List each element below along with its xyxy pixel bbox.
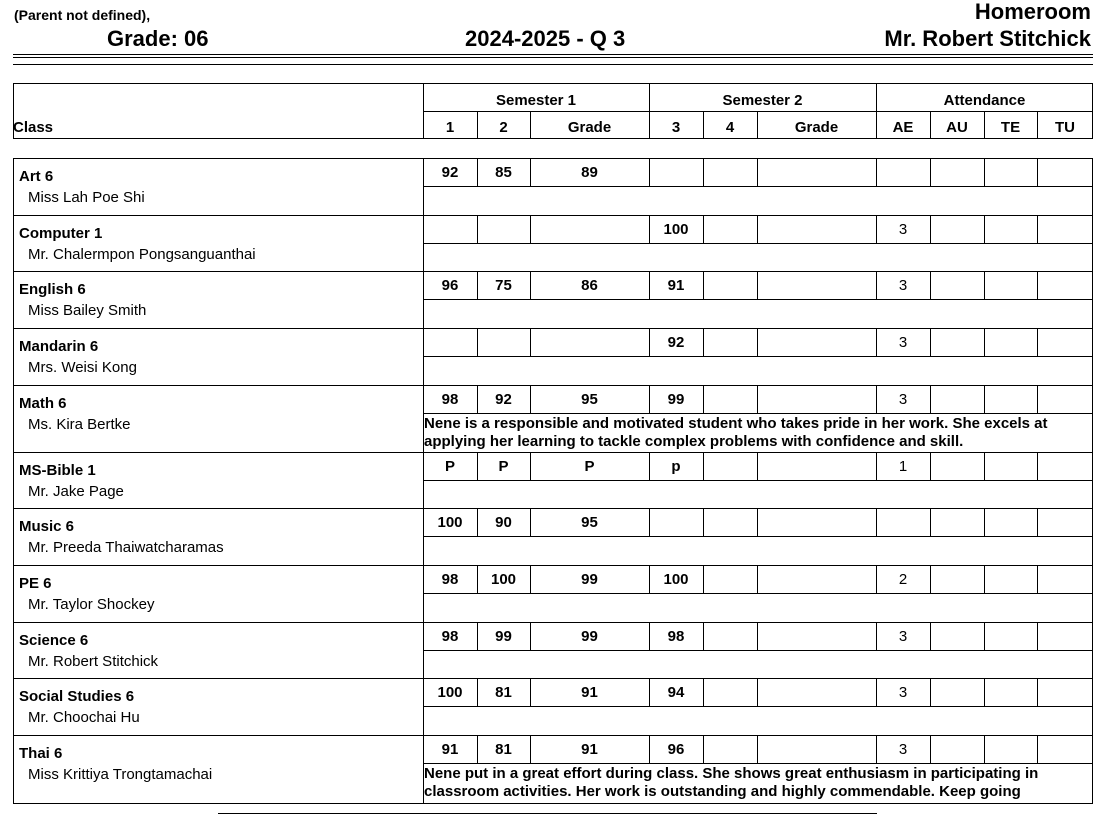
class-name: Science 6 [19,632,89,649]
grade-cell: P [444,458,455,475]
class-name: Music 6 [19,518,75,535]
class-name: Mandarin 6 [19,338,99,355]
grade-cell: 89 [581,164,598,181]
teacher-comment: Nene is a responsible and motivated student who takes pride in her work. She excels at applying her learning to tackle complex problems with confidence and skill. [424,415,1048,450]
grade-cell: 1 [898,458,908,475]
class-teacher: Mr. Choochai Hu [28,709,140,726]
grade-cell: 91 [581,741,598,758]
grade-cell: 96 [441,277,459,294]
grade-cell: 91 [581,684,598,701]
grade-cell: 3 [898,334,908,351]
grade-cell: 3 [898,684,908,701]
class-teacher: Miss Krittiya Trongtamachai [28,766,213,783]
grade-cell: 98 [441,571,459,588]
grade-cell: 100 [437,684,463,701]
column-header: 2 [499,119,508,136]
grades-table [13,0,1093,814]
grade-cell: 81 [495,741,512,758]
homeroom-teacher: Mr. Robert Stitchick [884,26,1091,51]
class-teacher: Ms. Kira Bertke [28,416,131,433]
grade-cell: 98 [441,628,459,645]
grade-cell: 99 [667,391,685,408]
grade-cell: 3 [898,628,908,645]
teacher-comment: Nene put in a great effort during class. She shows great enthusiasm in participating in classroom activities. Her work is outstanding and highly commendable. Keep going [424,765,1039,800]
grade-cell: 85 [495,164,512,181]
grade-cell: 94 [667,684,685,701]
column-header: AU [946,119,968,136]
class-teacher: Miss Lah Poe Shi [28,189,145,206]
grade-cell: 86 [581,277,598,294]
grade-cell: 91 [667,277,685,294]
grade-cell: 99 [581,628,598,645]
class-teacher: Mr. Robert Stitchick [28,653,159,670]
homeroom-label: Homeroom [974,0,1091,24]
column-header: 1 [445,119,455,136]
semester1-header: Semester 1 [495,92,577,109]
column-header: AE [892,119,914,136]
column-header: 4 [725,119,735,136]
grade-cell: 3 [898,391,908,408]
grade-cell: 99 [581,571,598,588]
parent-name: (Parent not defined), [14,7,151,23]
class-teacher: Mr. Preeda Thaiwatcharamas [28,539,224,556]
grade-cell: 3 [898,221,908,238]
column-header: Grade [567,119,612,136]
class-name: MS-Bible 1 [19,462,96,479]
grade-cell: 100 [437,514,463,531]
grade-cell: 95 [581,514,598,531]
grade-label: Grade: 06 [107,26,209,51]
grade-cell: 99 [495,628,512,645]
class-name: Social Studies 6 [19,688,135,705]
column-header: 3 [671,119,681,136]
column-header: TE [1000,119,1021,136]
class-teacher: Mr. Taylor Shockey [28,596,155,613]
column-header: Grade [794,119,839,136]
grade-cell: 95 [581,391,598,408]
grade-cell: 3 [898,741,908,758]
grade-cell: 100 [490,571,517,588]
column-header: TU [1055,119,1075,136]
class-name: English 6 [19,281,86,298]
grade-cell: 81 [495,684,512,701]
class-name: Computer 1 [19,225,103,242]
grade-cell: 92 [495,391,512,408]
class-name: Thai 6 [19,745,63,762]
attendance-header: Attendance [943,92,1026,109]
grade-cell: 90 [495,514,512,531]
grade-cell: 91 [441,741,459,758]
grade-cell: 92 [441,164,459,181]
grade-cell: 92 [667,334,685,351]
grade-cell: 2 [898,571,908,588]
class-name: PE 6 [19,575,52,592]
class-teacher: Mr. Jake Page [28,483,124,500]
class-column-header: Class [13,119,54,136]
grade-cell: 100 [663,571,689,588]
class-teacher: Miss Bailey Smith [28,302,147,319]
grade-cell: 98 [667,628,685,645]
term-label: 2024-2025 - Q 3 [465,26,626,51]
grade-cell: P [498,458,509,475]
class-teacher: Mrs. Weisi Kong [28,359,137,376]
grade-cell: 96 [667,741,685,758]
class-teacher: Mr. Chalermpon Pongsanguanthai [28,246,256,263]
grade-cell: P [584,458,595,475]
class-name: Math 6 [19,395,67,412]
grade-cell: 3 [898,277,908,294]
class-name: Art 6 [19,168,54,185]
grade-cell: 98 [441,391,459,408]
semester2-header: Semester 2 [722,92,803,109]
grade-cell: 75 [495,277,512,294]
grade-cell: 100 [663,221,689,238]
table-row [13,328,1093,386]
grade-cell: p [671,458,681,475]
